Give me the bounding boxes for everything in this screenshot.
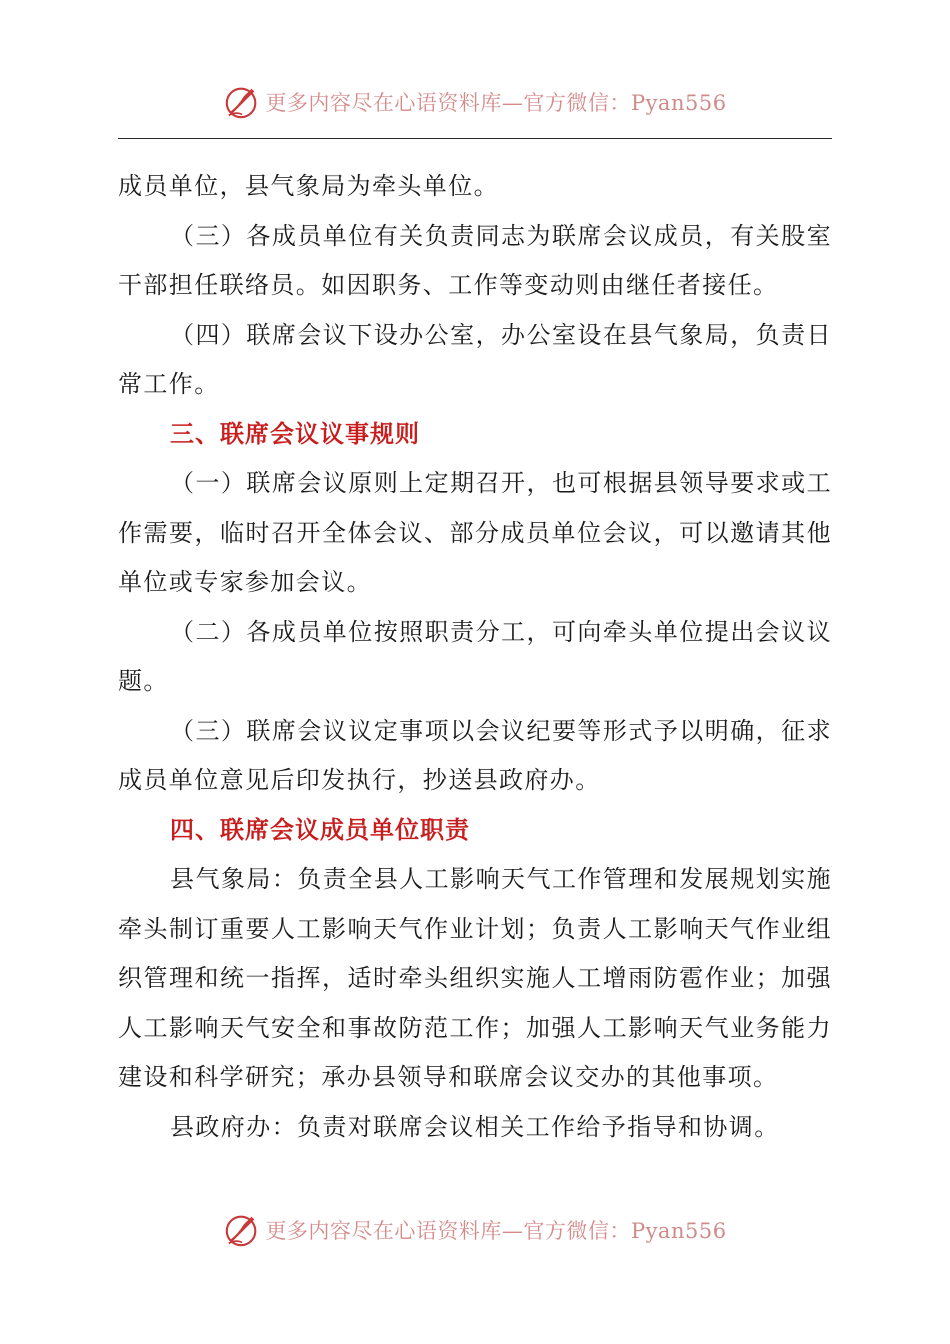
wechat-id: Pyan556	[630, 1219, 727, 1243]
header-banner	[0, 82, 950, 122]
header-banner-text: 更多内容尽在心语资料库—官方微信：Pyan556	[265, 91, 727, 115]
pen-logo-icon	[223, 1211, 261, 1249]
header-divider	[118, 138, 832, 139]
footer-banner-text: 更多内容尽在心语资料库—官方微信：Pyan556	[265, 1219, 727, 1243]
paragraph: 县政府办：负责对联席会议相关工作给予指导和协调。	[170, 1112, 780, 1141]
paragraph: 县气象局：负责全县人工影响天气工作管理和发展规划实施牵头制订重要人工影响天气作业计划；负责人工影响天气作业组织管理和统一指挥，适时牵头组织实施人工增雨防雹作业；加强人工影响天气安全和事故防范工作；加强人工影响天气业务能力建设和科学研究；承办县领导和联席会议交办的其他事项。	[118, 865, 832, 1091]
document-body	[118, 162, 832, 1152]
paragraph: （二）各成员单位按照职责分工，可向牵头单位提出会议议题。	[118, 617, 832, 695]
paragraph: （四）联席会议下设办公室，办公室设在县气象局，负责日常工作。	[118, 320, 832, 398]
footer-banner	[0, 1210, 950, 1250]
section-heading: 四、联席会议成员单位职责	[170, 815, 470, 844]
wechat-id: Pyan556	[630, 91, 727, 115]
section-heading: 三、联席会议议事规则	[170, 419, 420, 448]
paragraph: （一）联席会议原则上定期召开，也可根据县领导要求或工作需要，临时召开全体会议、部分成员单位会议，可以邀请其他单位或专家参加会议。	[118, 469, 832, 596]
paragraph: 成员单位，县气象局为牵头单位。	[118, 172, 499, 200]
paragraph: （三）各成员单位有关负责同志为联席会议成员，有关股室干部担任联络员。如因职务、工作等变动则由继任者接任。	[118, 221, 832, 299]
pen-logo-icon	[223, 83, 261, 121]
paragraph: （三）联席会议议定事项以会议纪要等形式予以明确，征求成员单位意见后印发执行，抄送县政府办。	[118, 716, 832, 794]
